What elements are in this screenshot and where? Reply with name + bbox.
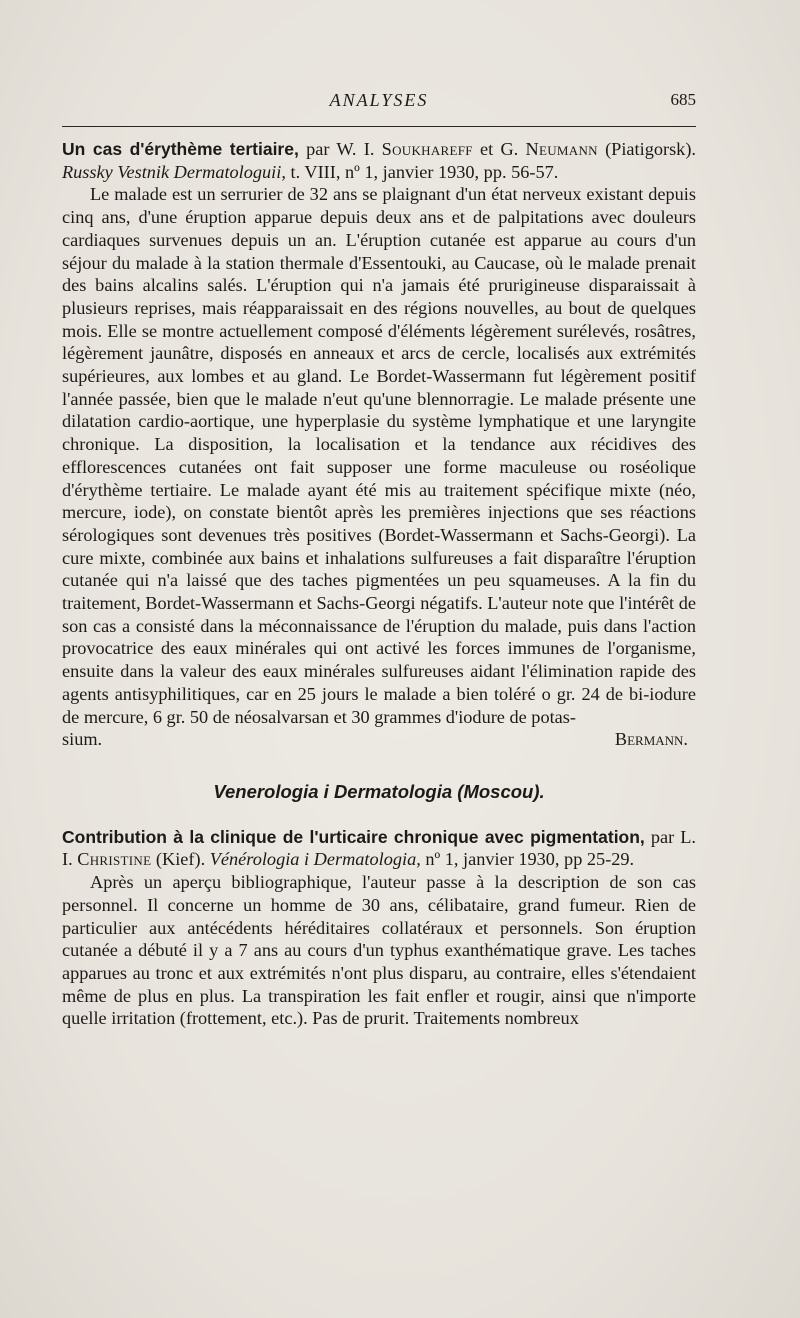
- article-2-title: Contribution à la clinique de l'urticaire chronique avec pigmentation,: [62, 826, 645, 847]
- article-1-journal: Russky Vestnik Dermatologuii,: [62, 161, 286, 182]
- article-2-reference: [62, 826, 696, 871]
- article-2-ref: nº 1, janvier 1930, pp 25-29.: [420, 849, 635, 870]
- article-1-place: (Piatigorsk).: [597, 139, 696, 159]
- article-1-authors-prefix: W. I.: [336, 139, 382, 159]
- article-1-par: par: [306, 139, 330, 159]
- article-2-author-1: Christine: [77, 849, 152, 870]
- article-2-body: Après un aperçu bibliographique, l'auteur passe à la description de son cas personnel. Il concerne un homme de 30 ans, célibataire, grand fumeur. Rien de particulier aux antécédents héréditaires collatéraux et personnels. Son éruption cutanée a débuté il y a 7 ans au cours d'un typhus exanthématique grave. Les taches apparues au tronc et aux extrémités n'ont plus disparu, au contraire, elles s'étendaient même de plus en plus. La transpiration les fait enfler et rougir, ainsi que n'importe quelle irritation (frottement, etc.). Pas de prurit. Traitements nombreux: [62, 872, 696, 1029]
- page-header: [62, 90, 696, 118]
- article-1-title: Un cas d'érythème tertiaire,: [62, 139, 299, 159]
- header-rule: [62, 126, 696, 127]
- article-1-et: et G.: [472, 139, 526, 159]
- article-1-signature: Bermann.: [614, 729, 688, 750]
- article-1-body: Le malade est un serrurier de 32 ans se plaignant d'un état nerveux existant depuis cinq ans, d'une éruption apparue depuis deux ans et de palpitations avec douleurs cardiaques survenues depuis un an. L'éruption cutanée est apparue au cours d'un séjour du malade à la station thermale d'Essentouki, au Caucase, où le malade prenait des bains alcalins salés. L'éruption qui n'a jamais été prurigineuse disparaissait à plusieurs reprises, mais réapparaissait en des régions nouvelles, au bout de quelques mois. Elle se montre actuellement composé d'éléments légèrement surélevés, rosâtres, légèrement jaunâtre, disposés en anneaux et arcs de cercle, localisés aux extrémités supérieures, aux lombes et au gland. Le Bordet-Wassermann fut légèrement positif l'année passée, bien que le malade n'eut qu'une blennorragie. Le malade présente une dilatation cardio-aortique, une hyperplasie du système lymphatique et une laryngite chronique. La disposition, la localisation et la tendance aux récidives des efflorescences cutanées ont fait supposer une forme maculeuse ou roséolique d'érythème tertiaire. Le malade ayant été mis au traitement spécifique mixte (néo, mercure, iode), on constate bientôt après les premières injections que ses réactions sérologiques sont devenues très positives (Bordet-Wassermann et Sachs-Georgi). La cure mixte, combinée aux bains et inhalations sulfureuses a fait disparaître l'éruption cutanée qui n'a laissé que des taches pigmentées un peu squameuses. A la fin du traitement, Bordet-Wassermann et Sachs-Georgi négatifs. L'auteur note que l'intérêt de son cas a consisté dans la méconnaissance de l'éruption du malade, puis dans l'action provocatrice des eaux minérales qui ont activé les forces immunes de l'organisme, ensuite dans la valeur des eaux minérales sulfureuses aidant l'élimination rapide des agents antisyphilitiques, car en 25 jours le malade a bien toléré o gr. 24 de bi-iodure de mercure, 6 gr. 50 de néosalvarsan et 30 grammes d'iodure de potas-: [62, 184, 696, 727]
- article-1-reference: [62, 138, 696, 183]
- page-content: [62, 138, 696, 1030]
- running-title: ANALYSES: [329, 90, 429, 110]
- article-1-body-end: sium.: [62, 729, 103, 750]
- article-2-journal: Vénérologia i Dermatologia,: [209, 849, 421, 870]
- article-1-author-2: Neumann: [525, 139, 598, 159]
- page-number: 685: [670, 90, 696, 109]
- article-1-author-1: Soukhareff: [381, 139, 473, 159]
- article-1-closing: [62, 728, 696, 751]
- section-heading: Venerologia i Dermatologia (Moscou).: [213, 780, 545, 802]
- article-2-par: par: [644, 826, 675, 847]
- article-1-ref: t. VIII, nº 1, janvier 1930, pp. 56-57.: [285, 161, 559, 182]
- article-2-authors-prefix: L. I.: [62, 826, 696, 870]
- article-2-place: (Kief).: [151, 849, 210, 870]
